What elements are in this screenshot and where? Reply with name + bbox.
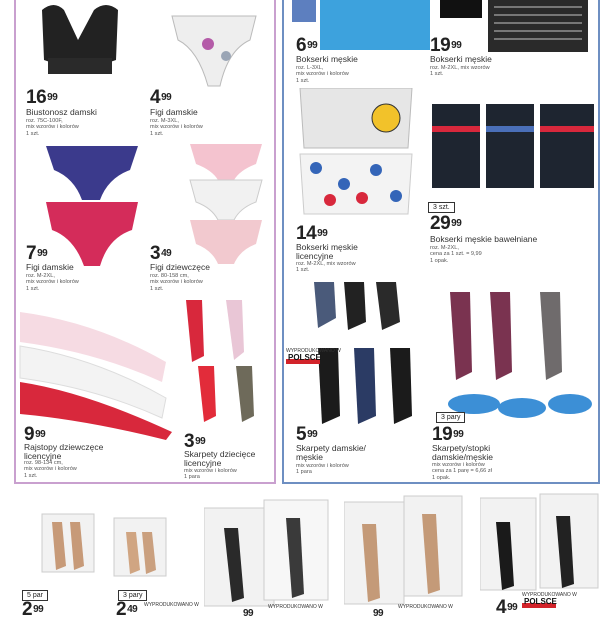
bottom-flag-1-caption: WYPRODUKOWANO W [144,602,199,608]
knee-highs-image [40,512,96,574]
price-bra: $16^{99}$ [26,87,58,108]
price-girls-briefs: $3^{49}$ [150,243,172,264]
desc-bra: roz. 75C-100F, mix wzorów i kolorów 1 szt. [26,118,79,137]
name-girls-briefs: Figi dziewczęce [150,262,210,272]
flag-caption: WYPRODUKOWANO W [286,348,341,354]
flag-word: POLSCE [288,353,321,362]
price-boxers-licensed: $14^{99}$ [296,223,328,244]
price-bottom-1: $2^{99}$ [22,599,44,620]
name-girls-tights: Rajstopy dziewczęce licencyjne [24,442,104,461]
price-bottom-4: 99 [373,608,384,619]
price-boxers-2: $19^{99}$ [430,35,462,56]
made-in-poland-flag [286,348,341,364]
bottom-hosiery-strip [0,490,613,620]
desc-boxers-2: roz. M-2XL, mix wzorów 1 szt. [430,65,490,78]
desc-socks: mix wzorów i kolorów 1 para [296,463,349,476]
price-bottom-2: $2^{49}$ [116,599,138,620]
shapewear-tights-image [344,494,464,606]
name-stopki: Skarpety/stopki damskie/męskie [432,443,493,462]
name-boxers-licensed: Bokserki męskie licencyjne [296,242,358,261]
bottom-flag-4-word: POLSCE [524,597,557,606]
bottom-flag-3-caption: WYPRODUKOWANO W [398,604,453,610]
bottom-flag-2-caption: WYPRODUKOWANO W [268,604,323,610]
name-socks: Skarpety damskie/ męskie [296,443,366,462]
badge-3-pary-bottom: 3 pary [118,590,147,601]
name-briefs-women2: Figi damskie [26,262,74,272]
name-boxers-1: Bokserki męskie [296,54,358,64]
price-kids-socks: $3^{99}$ [184,431,206,452]
bottom-flag-3 [398,604,453,610]
desc-girls-briefs: roz. 80-158 cm, mix wzorów i kolorów 1 szt. [150,273,203,292]
bottom-flag-4 [522,592,577,608]
bottom-flag-4-caption: WYPRODUKOWANO W [522,592,577,598]
desc-stopki: mix wzorów i kolorów cena za 1 parę = 6,66 zł 1 opak. [432,462,492,481]
name-kids-socks: Skarpety dziecięce licencyjne [184,449,256,468]
bottom-flag-2 [268,604,323,610]
price-briefs: $4^{99}$ [150,87,172,108]
desc-girls-tights: roz. 98-134 cm, mix wzorów i kolorów 1 szt. [24,460,77,479]
price-boxers-cotton: $29^{99}$ [430,213,462,234]
name-bra: Biustonosz damski [26,107,97,117]
bra-image [34,0,126,80]
price-boxers-1: $6^{99}$ [296,35,318,56]
price-girls-tights: $9^{99}$ [24,424,46,445]
girls-briefs-image [186,140,266,270]
left-panel-kids-women [14,0,276,484]
bottom-flag-1 [144,602,199,608]
name-boxers-2: Bokserki męskie [430,54,492,64]
lace-briefs-image [42,140,142,270]
tights-pack-image [204,498,330,608]
badge-3-szt: 3 szt. [428,202,455,213]
name-boxers-cotton: Bokserki męskie bawełniane [430,234,538,244]
desc-boxers-cotton: roz. M-2XL, cena za 1 szt. = 9,99 1 opak. [430,245,482,264]
desc-briefs: roz. M-3XL, mix wzorów i kolorów 1 szt. [150,118,203,137]
price-bottom-3: 99 [243,608,254,619]
three-pack-boxers-image [430,96,596,192]
knee-highs-pack-image [112,516,168,578]
price-bottom-5: $4^{99}$ [496,597,518,618]
opaque-tights-image [480,492,600,592]
price-socks: $5^{99}$ [296,424,318,445]
licensed-boxers-image [296,88,416,220]
desc-boxers-1: roz. L-3XL, mix wzorów i kolorów 1 szt. [296,65,349,84]
kids-socks-image [182,296,272,426]
desc-briefs-women2: roz. M-2XL, mix wzorów i kolorów 1 szt. [26,273,79,292]
right-panel-men [282,0,600,484]
desc-kids-socks: mix wzorów i kolorów 1 para [184,468,237,481]
desc-boxers-licensed: roz. M-2XL, mix wzorów 1 szt. [296,261,356,274]
stopki-socks-image [444,286,594,436]
name-briefs: Figi damskie [150,107,198,117]
girls-tights-image [16,302,176,445]
price-stopki: $19^{99}$ [432,424,464,445]
price-briefs-women2: $7^{99}$ [26,243,48,264]
badge-3-pary: 3 pary [436,412,465,423]
badge-5-par: 5 par [22,590,48,601]
white-briefs-image [168,0,260,90]
